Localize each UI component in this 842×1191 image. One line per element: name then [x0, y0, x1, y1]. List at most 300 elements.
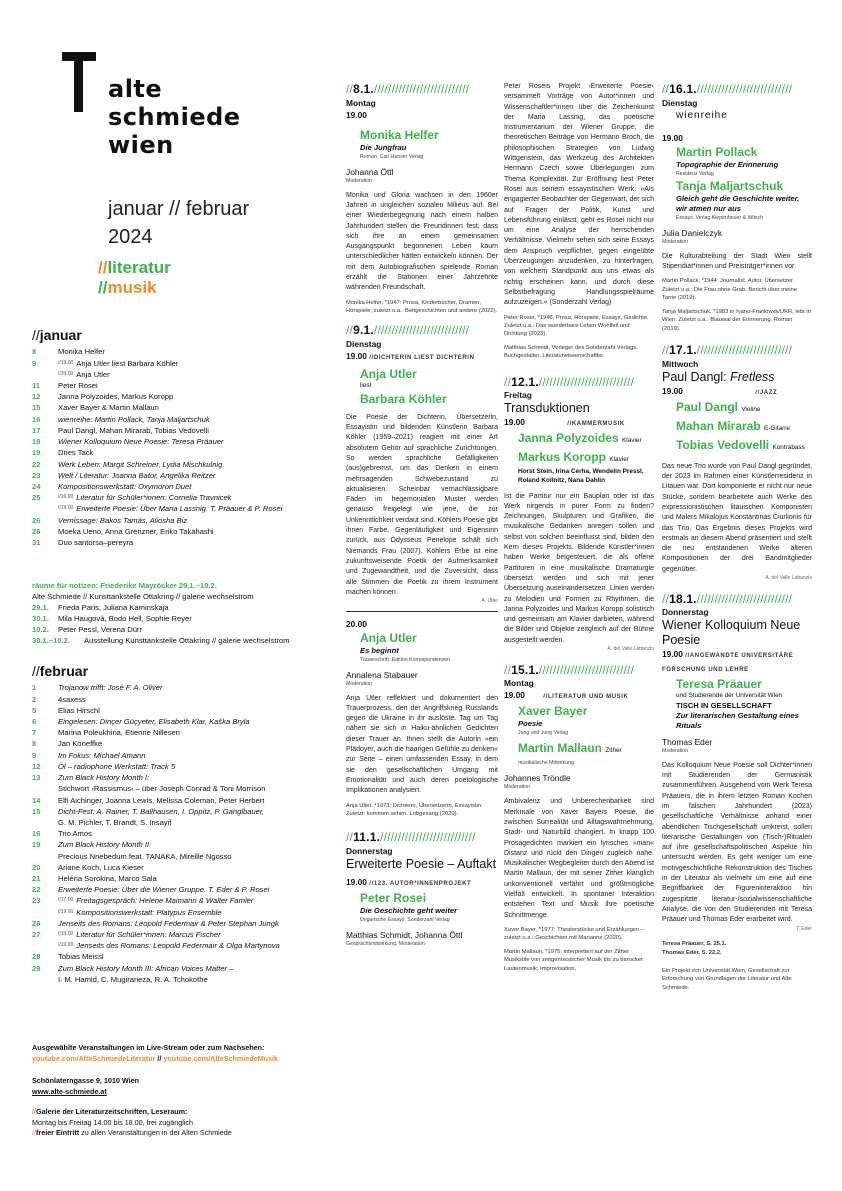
instrument: Violine [741, 405, 761, 413]
logo-line1: alte [108, 75, 163, 103]
bio: Martin Pollack, *1944: Journalist, Autor, Übersetzer. Zuletzt u.a.: Die Frau ohne Grab. Bericht über meine Tante (2019). [662, 278, 798, 302]
entry-text: Duo santorsa–pereyra [58, 537, 134, 547]
entry-time: //19.00 [58, 505, 74, 512]
galerie-hours: Montag bis Freitag 14.00 bis 18.00, frei zugänglich [32, 1117, 194, 1127]
entry-text: Heléna Sorokina, Marco Sala [58, 873, 157, 883]
weekday: Mittwoch [662, 358, 699, 369]
calendar-entry [32, 727, 332, 738]
moderator: Julia Danielczyk [662, 228, 723, 239]
calendar-entry [32, 414, 332, 425]
calendar-entry [32, 526, 332, 537]
calendar-entry [32, 470, 332, 481]
entry-time: //17.00 [58, 897, 74, 904]
calendar-entry [32, 481, 332, 492]
raum-entry [32, 624, 332, 635]
entry-text: Peter Rosei [58, 381, 98, 391]
work-title: Die Geschichte geht weiter [360, 906, 458, 916]
bio: Tanja Maljartschuk, *1983 in Ivano-Frankiwsk/UKR, lebt in Wien. Zuletzt u.a.: Blauwal der Erinnerung. Roman (2019). [662, 308, 811, 332]
calendar-entry [32, 817, 332, 828]
entry-text: Monika Helfer [58, 347, 105, 357]
calendar-entry [32, 750, 332, 761]
entry-day [32, 907, 58, 918]
logo-line2: schmiede [108, 103, 241, 131]
entry-text: Zum Black History Month II: [58, 840, 152, 850]
work-title: Gleich geht die Geschichte weiter, wir atmen nur aus [676, 194, 800, 214]
event-time: 19.00 [346, 877, 367, 888]
entry-day: 9 [32, 750, 37, 760]
entry-day: 26 [32, 515, 41, 525]
entry-day: 15 [32, 806, 41, 816]
calendar-entry [32, 515, 332, 526]
entry-text: Janna Polyzoides, Markus Koropp [58, 392, 174, 402]
participants: und Studierende der Universität Wien [676, 692, 783, 700]
entry-day: 9 [32, 358, 37, 368]
entry-day: 6 [32, 717, 37, 727]
entry-time: //20.00 [58, 370, 74, 377]
entry-day: 30.1. [32, 614, 49, 623]
work-title: Es beginnt [360, 645, 399, 655]
calendar-entry [32, 459, 332, 470]
credit: A. del Valle Lattanzio [607, 646, 654, 653]
entry-text: Kompositionswerkstatt: Platypus Ensemble [76, 907, 222, 917]
youtube-literatur-link[interactable]: youtube.com/AlteSchmiedeLiteratur [32, 1053, 156, 1063]
series-title: Wiener Kolloquium Neue Poesie [662, 618, 801, 648]
weekday: Montag [504, 678, 534, 689]
entry-text: Dries Tack [58, 448, 94, 458]
event-tag: //KAMMERMUSIK [567, 421, 625, 428]
address: Schönlaterngasse 9, 1010 Wien [32, 1076, 139, 1085]
calendar-entry [32, 738, 332, 749]
calendar-entry [32, 694, 332, 705]
calendar-entry [32, 783, 332, 794]
instrument: Kontrabass [772, 443, 805, 451]
calendar-entry [32, 682, 332, 693]
person-name: Tanja Maljartschuk [676, 179, 784, 194]
event-date: 8.1. [353, 82, 374, 96]
entry-day: 19 [32, 840, 41, 850]
logo-t-mark [62, 48, 104, 118]
entry-day: 23 [32, 896, 41, 906]
calendar-entry [32, 839, 332, 850]
calendar-entry [32, 884, 332, 895]
event-time: 20.00 [346, 618, 367, 629]
instrument: Klavier [609, 456, 629, 464]
entry-text: Trojanow trifft: José F. A. Oliver [58, 683, 163, 693]
event-11-1: //11.1./////////////////////////// Donnerstag Erweiterte Poesie – Auftakt 19.00 //123. AUTOR*INNENPROJEKT Peter Rosei Die Geschichte geht weiter Ungarische Essays. Sonderzahl Verlag Matthias Schmidt, Johanna Öttl Gesprächsmitwirkung, Moderation [346, 830, 497, 948]
entry-day: 29 [32, 963, 41, 973]
credit: A. Utler [481, 598, 498, 605]
bio: Anja Utler, *1973: Dichterin, Übersetzerin, Essayistin. Zuletzt: kommen sehen. Lobgesang (2020). [346, 802, 483, 817]
event-tag: //DICHTERIN LIEST DICHTERIN [369, 355, 475, 362]
entry-text: Zum Black History Month I: [58, 773, 150, 783]
liest-label: liest [360, 382, 372, 390]
person-name: Anja Utler [360, 630, 417, 645]
person-name: Monika Helfer [360, 127, 439, 142]
entry-text: Precious Nnebedum feat. TANAKA, Mireille Ngosso [58, 851, 232, 861]
genre-list [98, 258, 171, 299]
publisher: Ungarische Essays. Sonderzahl Verlag [360, 917, 450, 924]
entry-day: 12 [32, 392, 41, 402]
person-name: Martin Mallaun [518, 741, 603, 756]
event-tag: //LITERATUR UND MUSIK [543, 694, 629, 701]
genre-musik: //musik [98, 278, 157, 298]
entry-text: Jenseits des Romans: Leopold Federmair & Peter Stephan Jungk [58, 918, 279, 928]
entry-text: Freitagsgespräch: Helene Maimann & Walter Famler [76, 896, 254, 906]
column-3 [504, 82, 654, 973]
event-17-1: //17.1./////////////////////////// Mittwoch Paul Dangl: Fretless 19.00 //JAZZ Paul Dangl Violine Mahan Mirarab E-Gitarre Tobias Vedovelli Kontrabass Das neue Trio wurde von Paul Dangl gegründet, der 2023 im Rahmen einer Künstlerresidenz in Litauen war. Dort komponierte er nicht nur neue Stücke, sondern bearbeitete auch Werke des expressionistischen litauischen Komponisten und Malers Mikalojus Konstantinas Čiurlionis für das Trio. Das Ergebnis dieses Projekts wird erstmals an diesem Abend präsentiert und stellt die neu entstandenen Werke älteren Kompositionen der drei Bandmitglieder gegenüber. A. del Valle Lattanzio [662, 342, 812, 581]
publisher: Roman. Carl Hanser Verlag [360, 153, 424, 160]
publisher: Essays. Verlag Kiepenheuer & Witsch [676, 215, 764, 222]
entry-text: Eingelesen: Dinçer Güçyeter, Elisabeth Klar, Kaška Bryla [58, 717, 250, 727]
entry-day: 22 [32, 885, 41, 895]
raum-heading: räume für notizen: Friederike Mayröcker 29.1.–10.2. [32, 581, 217, 590]
event-15-1: //15.1./////////////////////////// Montag 19.00 //LITERATUR UND MUSIK Xaver Bayer Poesie Jung und Jung Verlag Martin Mallaun Zither musikalische Mitwirkung Johannes Tröndle Moderation Ambivalenz und Unberechenbarkeit sind Merkmale von Xaver Bayers Poesie, die zwischen Surrealität und Alltagswahrnehmung, Stadt- und Naturbild changiert. In knapp 100 Prosagedichten markiert ein lyrisches »man« Distanz und rückt den Dingen zugleich nahe. Musikalischer Wegbegleiter durch den Abend ist Martin Mallaun, der mit seiner Zither klanglich unkonventionell verfährt und größtmögliche Vielfalt entwickelt. In spontaner Interaktion entstehen Text und Musik ihre poetische Schnittmenge. Xaver Bayer, *1977: Theaterstücke und Erzählungen – zuletzt u.a.: Geschichten mit Marianne (2020). Martin Mallaun, *1975: interpretiert auf der Zither Musikstile von zeitgenössischer Musik bis zu barocker Lautenmusik; Improvisation. [504, 662, 654, 972]
entry-day: 13 [32, 773, 41, 783]
entry-text: Ausstellung Kunsttankstelle Ottakring // galerie wechselstrom [84, 636, 290, 645]
moderator: Matthias Schmidt, Johanna Öttl [346, 930, 463, 941]
entry-day: 8 [32, 739, 37, 749]
entry-text: Paul Dangl, Mahan Mirarab, Tobias Vedovelli [58, 425, 209, 435]
bio: Thomas Eder, S. 22.2. [662, 949, 722, 956]
footer: Ausgewählte Veranstaltungen im Live-Stream oder zum Nachsehen: youtube.com/AlteSchmiedeLiteratur // youtube.com/AlteSchmiedeMusik Schönlaterngasse 9, 1010 Wien www.alte-schmiede.at //Galerie der Literaturzeitschriften, Leseraum: Montag bis Freitag 14.00 bis 18.00, frei zugänglich //freier Eintritt zu allen Veranstaltungen in der Alten Schmiede [32, 1043, 342, 1139]
entry-day: 20 [32, 862, 41, 872]
credit: T. Eder [796, 925, 812, 932]
event-date: 12.1. [511, 374, 539, 389]
entry-text: Literatur für Schüler*innen: Marcus Fischer [76, 929, 221, 939]
project-title: TISCH IN GESELLSCHAFT [676, 700, 772, 710]
calendar-entry [32, 369, 332, 380]
event-time: 19.00 [346, 351, 367, 362]
entry-text: G. M. Pichler, T. Brandt, S. Insayif [58, 817, 172, 827]
entry-text: Tobias Meissl [58, 952, 104, 962]
person-name: Barbara Köhler [360, 391, 447, 406]
moderator-label: Moderation [662, 747, 688, 754]
event-text: Die Kulturabteilung der Stadt Wien stellt Stipendiat*innen und Preisträger*innen vor. [662, 252, 812, 271]
instrument: E-Gitarre [764, 424, 790, 432]
entry-text: Anja Utler liest Barbara Köhler [76, 358, 179, 368]
entry-day: 11 [32, 381, 41, 391]
weekday: Dienstag [662, 97, 698, 108]
event-text: Ist die Partitur nur ein Bauplan oder ist das Werk nirgends in purer Form zu finden? Zeichnungen, Skulpturen und Grafiken, die musikalische Gedanken anregen sollen und selbst von solchen beeinflusst sind, bilden den Kern dieses Projekts. Bildende Künstler*innen haben Werke beigesteuert, die als offene Partituren in eine musikalische Dramaturgie übersetzt werden und sich mit jener Übersetzung auseinandersetzen. Linien werden zu Melodien und Formen zu Rhythmen, die Janna Polyzoides und Markus Koropp solistisch und gemeinsam am Klavier darbieten, während die Bilder und Objekte zeitgleich auf der Bühne ausgestellt werden. [504, 492, 654, 644]
entry-text: Öl – radiophone Werkstatt: Track 5 [58, 761, 176, 771]
calendar-entry [32, 795, 332, 806]
entry-text: Anja Utler [76, 369, 110, 379]
logo-line3: wien [108, 131, 174, 159]
entry-text: Zum Black History Month III: African Voices Matter – [58, 963, 234, 973]
entry-text: Ariane Koch, Luca Kieser [58, 862, 144, 872]
event-12-1: //12.1./////////////////////////// Freitag Transduktionen 19.00 //KAMMERMUSIK Janna Polyzoides Klavier Markus Koropp Klavier Horst Stein, Irina Cerha, Wendelin Pressl, Roland Kollnitz, Nana Dahlin Ist die Partitur nur ein Bauplan oder ist das Werk nirgends in purer Form zu finden? Zeichnungen, Skulpturen und Grafiken, die musikalische Gedanken anregen sollen und selbst von solchen beeinflusst sind, bilden den Kern dieses Projekts. Bildende Künstler*innen haben Werke beigesteuert, die als offene Partituren in eine musikalische Dramaturgie übersetzt werden und sich mit jener Übersetzung auseinandersetzen. Linien werden zu Melodien und Formen zu Rhythmen, die Janna Polyzoides und Markus Koropp solistisch und gemeinsam am Klavier darbieten, während die Bilder und Objekte zeitgleich auf der Bühne ausgestellt werden. A. del Valle Lattanzio [504, 374, 654, 653]
entry-text: Stichwort ›Rassismus‹ – über Joseph Conrad & Toni Morrison [58, 784, 266, 794]
raum-entry [32, 602, 332, 613]
calendar-entry [32, 402, 332, 413]
raum-entry [32, 635, 332, 646]
entry-day: 15 [32, 403, 41, 413]
entry-text: Werk Leben: Margit Schreiner, Lydia Mischkulnig [58, 459, 223, 469]
raeume-fuer-notizen [32, 580, 332, 646]
event-tag: //ANGEWANDTE UNIVERSITÄRE FORSCHUNG UND LEHRE [662, 653, 794, 674]
entry-day: 27 [32, 929, 41, 939]
event-text: Ambivalenz und Unberechenbarkeit sind Merkmale von Xaver Bayers Poesie, die zwischen Surrealität und Alltagswahrnehmung, Stadt- und Naturbild changiert. In knapp 100 Prosagedichten markiert ein lyrisches »man« Distanz und rückt den Dingen zugleich nahe. Musikalischer Wegbegleiter durch den Abend ist Martin Mallaun, der mit seiner Zither klanglich unkonventionell verfährt und größtmögliche Vielfalt entwickelt. In spontaner Interaktion entstehen Text und Musik ihre poetische Schnittmenge. [504, 798, 654, 919]
calendar-entry [32, 716, 332, 727]
series-label: wienreihe [676, 109, 728, 121]
column-4 [662, 82, 812, 992]
person-name: Tobias Vedovelli [676, 437, 770, 452]
calendar-entry [32, 873, 332, 884]
calendar-entry [32, 895, 332, 906]
calendar-entry [32, 761, 332, 772]
moderator-label: Moderation [662, 239, 688, 246]
moderator: Johanna Öttl [346, 166, 394, 177]
calendar-entry [32, 862, 332, 873]
publisher: Trauerschrift. Edition Korrespondenzen [360, 656, 451, 663]
event-date: 18.1. [669, 591, 697, 606]
event-tag: //123. AUTOR*INNENPROJEKT [369, 881, 472, 888]
entry-text: Mila Haugová, Bodo Hell, Sophie Reyer [58, 614, 192, 623]
entry-day: 19 [32, 448, 41, 458]
entry-text: Wiener Kolloquium Neue Poesie: Teresa Präauer [58, 437, 224, 447]
event-date: 11.1. [353, 830, 381, 845]
weekday: Dienstag [346, 339, 382, 350]
event-time: 19.00 [662, 385, 683, 396]
entry-time: //19.00 [58, 908, 74, 915]
event-18-1: //18.1./////////////////////////// Donnerstag Wiener Kolloquium Neue Poesie 19.00 //ANGEWANDTE UNIVERSITÄRE FORSCHUNG UND LEHRE Teresa Präauer und Studierende der Universität Wien TISCH IN GESELLSCHAFT Zur literarischen Gestaltung eines Rituals Thomas Eder Moderation Das Kolloquium Neue Poesie soll Dichter*innen mit Studierenden der Germanistik zusammenführen. Ausgehend vom Werk Teresa Präauers, die in ihrem letzten Roman Kochen im falschen Jahrhundert (2023) gesellschaftliche Verhältnisse anhand einer abendlichen Tischgesellschaft umkreist, sollen literarische Gestaltungen von (Tisch-)Ritualen auf ihre gesellschaftspolitischen Aspekte hin untersucht werden. Es geht weniger um eine motivgeschichtliche Rekonstruktion des Tisches in der Literatur als vielmehr um eine auf eine Begriffbarkeit der Figureninteraktion hin zugespitzte literatur-/sozialwissenschaftliche Analyse, die von den Studierenden mit Teresa Präauer und Thomas Eder erarbeitet wird. T. Eder Teresa Präauer, S. 25.1. Thomas Eder, S. 22.2. Ein Projekt von Universität Wien, Gesellschaft zur Erforschung von Grundlagen der Literatur und Alte Schmiede. [662, 591, 812, 991]
months-label: januar // februar [108, 198, 250, 220]
entry-text: 4saxess [58, 694, 86, 704]
entry-day [32, 974, 58, 985]
calendar-entry [32, 447, 332, 458]
work-title: Topographie der Erinnerung [676, 160, 779, 170]
moderator-label: Moderation [346, 680, 372, 687]
entry-text: Jan Koneffke [58, 739, 103, 749]
entry-day: 8 [32, 347, 37, 357]
entry-text: Dicht-Fest: A. Rainer, T. Ballhausen, I. Oppitz, P. Ganglbauer, [58, 806, 265, 816]
calendar-entry [32, 772, 332, 783]
calendar-entry [32, 358, 332, 369]
entry-day: 25 [32, 493, 41, 503]
moderator: Thomas Eder [662, 736, 713, 747]
raum-entry [32, 613, 332, 624]
januar-heading: //januar [32, 327, 82, 343]
event-8-1: //8.1./////////////////////////// Montag 19.00 Monika Helfer Die Jungfrau Roman. Carl Hanser Verlag Johanna Öttl Moderation Monika und Gloria wachsen in den 1960er Jahren in ungleichen sozialen Milieus auf. Bei einer Wiederbegegnung nach einem halben Jahrhundert stellen die Freundinnen fest, dass sich ihre an einem gemeinsamen Ausgangspunkt begonnenen Leben kaum unterschiedlicher hätten entwickeln können. Der mit dem Autobiografischen spielende Roman erzählt die Stationen einer Jahrzehnte währenden Freundschaft. Monika Helfer, *1947: Prosa, Kinderbücher, Dramen, Hörspiele; zuletzt u.a.: Bettgeschichten und andere (2022). [346, 82, 498, 315]
work-title: Die Jungfrau [360, 142, 407, 152]
person-name: Mahan Mirarab [676, 418, 761, 433]
entry-day: 24 [32, 481, 41, 491]
entry-text: Im Fokus: Michael Amann [58, 750, 146, 760]
entry-day: 26 [32, 526, 41, 536]
entry-day [32, 503, 58, 514]
calendar-entry [32, 436, 332, 447]
calendar-entry [32, 537, 332, 548]
moderator: Johannes Tröndle [504, 773, 571, 784]
event-time: 19.00 [504, 417, 525, 428]
entry-text: Kompositionswerkstatt: Oxymoron Duet [58, 481, 192, 491]
galerie-line: //Galerie der Literaturzeitschriften, Leseraum: [32, 1107, 188, 1116]
entry-time: //19.00 [58, 359, 74, 366]
person-name: Martin Pollack [676, 145, 758, 160]
person-name: Anja Utler [360, 367, 417, 382]
series-title: Transduktionen [504, 401, 590, 416]
entry-day: 5 [32, 705, 37, 715]
entry-day [32, 817, 58, 828]
entry-text: Erweiterte Poesie: Über die Wiener Gruppe. T. Eder & P. Rosei [58, 885, 270, 895]
person-name: Paul Dangl [676, 399, 739, 414]
role-label: musikalische Mitwirkung [518, 760, 574, 767]
person-name: Xaver Bayer [518, 704, 588, 719]
entry-day: 30.1.–10.2. [32, 636, 71, 645]
entry-day [32, 940, 58, 951]
entry-day [32, 783, 58, 794]
event-text: Das neue Trio wurde von Paul Dangl gegründet, der 2023 im Rahmen einer Künstlerresidenz in Litauen war. Dort komponierte er nicht nur neue Stücke, sondern bearbeitete auch Werke des expressionistischen litauischen Komponisten und Malers Mikalojus Konstantinas Čiurlionis für das Trio. Das Ergebnis dieses Projekts wird erstmals an diesem Abend präsentiert und stellt die neu entstandenen Werke älteren Kompositionen der drei Bandmitglieder gegenüber. [662, 462, 812, 573]
year-label: 2024 [108, 226, 153, 248]
entry-day [32, 851, 58, 862]
calendar-entry [32, 425, 332, 436]
entry-text: Jenseits des Romans: Leopold Federmair & Olga Martynova [76, 941, 280, 951]
event-text: Das Kolloquium Neue Poesie soll Dichter*innen mit Studierenden der Germanistik zusammenführen. Ausgehend vom Werk Teresa Präauers, die in ihrem letzten Roman Kochen im falschen Jahrhundert (2023) gesellschaftliche Verhältnisse anhand einer abendlichen Tischgesellschaft umkreist, sollen literarische Gestaltungen von (Tisch-)Ritualen auf ihre gesellschaftspolitischen Aspekte hin untersucht werden. Es geht weniger um eine motivgeschichtliche Rekonstruktion des Tisches in der Literatur als vielmehr um eine auf eine Begriffbarkeit der Figureninteraktion hin zugespitzte literatur-/sozialwissenschaftliche Analyse, die von den Studierenden mit Teresa Präauer und Thomas Eder erarbeitet wird. [662, 761, 812, 924]
credit: A. del Valle Lattanzio [765, 575, 812, 581]
person-name: Peter Rosei [360, 891, 427, 906]
entry-day: 26 [32, 918, 41, 928]
moderator-label: Moderation [346, 177, 372, 184]
header-dates [108, 195, 249, 251]
calendar-entry [32, 346, 332, 357]
entry-text: Erweiterte Poesie: Über Maria Lassnig. T. Präauer & P. Rosei [76, 504, 283, 514]
publisher: Residenz Verlag [676, 171, 714, 178]
entry-day: 14 [32, 795, 41, 805]
person-name: Janna Polyzoides [518, 431, 619, 446]
event-date: 15.1. [511, 662, 539, 677]
entry-text: Frieda Paris, Juliana Kaminskaja [58, 603, 169, 612]
calendar-entry [32, 380, 332, 391]
instrument: Zither [605, 747, 622, 755]
event-time: 19.00 [662, 649, 683, 660]
entry-text: wienreihe: Martin Pollack, Tanja Maljartschuk [58, 414, 210, 424]
logo [62, 48, 262, 178]
free-entry: //freier Eintritt zu allen Veranstaltungen in der Alten Schmiede [32, 1128, 232, 1137]
entry-day: 31 [32, 537, 41, 547]
person-name: Teresa Präauer [676, 677, 762, 692]
entry-day: 16 [32, 414, 41, 424]
artist-names: Horst Stein, Irina Cerha, Wendelin Pressl, Roland Kollnitz, Nana Dahlin [518, 468, 644, 484]
entry-text: Literatur für Schüler*innen: Cornelia Travnicek [76, 493, 232, 503]
bio: Teresa Präauer, S. 25.1. [662, 941, 727, 948]
weekday: Freitag [504, 390, 532, 401]
bio: Peter Rosei, *1946, Prosa, Hörspiele, Essays, Gedichte. Zuletzt u.a.: Das wunderbare Leben Wohlfeil und Dichtung (2023). [504, 314, 649, 338]
entry-time: //16.00 [58, 494, 74, 501]
entry-text: Trio Amos [58, 829, 92, 839]
calendar-entry [32, 851, 332, 862]
calendar-entry [32, 806, 332, 817]
entry-day: 12 [32, 761, 41, 771]
moderator-label: Moderation [504, 784, 530, 791]
entry-day: 10.2. [32, 625, 49, 634]
weekday: Montag [346, 97, 376, 108]
entry-day: 17 [32, 425, 41, 435]
event-text: Peter Roseis Projekt ›Erweiterte Poesie‹ versammelt Vorträge von Autor*innen und Wissenschaftler*innen über die Zeichenkunst der Maria Lassnig, das poetische Instrumentarium der Wiener Gruppe, die theoretischen Beiträge von Hermann Broch, die philosophischen Strategien von Ludwig Wittgenstein, das Werkzeug des Architekten Hermann Czech sowie Überlegungen zum Thema Komplexität. Zur Eröffnung liest Peter Rosei aus seinem essayistischen Werk. »Als engagierter Beobachter der Gegenwart, der sich auf Fragen der Politik, Kunst und Lebensführung einlässt, geht es Rosei nicht nur um eine Analyse der herrschenden Verhältnisse. Vielmehr sehen sich seine Essays dem Anspruch verpflichtet, gegen eingeübte Überzeugungen anzudenken, zu hinterfragen, von welchem Standpunkt aus uns etwas als richtig erscheinen kann, und durch diese Selbstbefragung Handlungsspielräume aufzuzeigen.« (Sonderzahl Verlag) [504, 83, 654, 307]
series-title: Erweiterte Poesie – Auftakt [346, 857, 497, 872]
instrument: Klavier [622, 437, 642, 445]
februar-heading: //februar [32, 663, 89, 679]
entry-time: //10.00 [58, 930, 74, 937]
weekday: Donnerstag [662, 607, 709, 618]
work-title: Zur literarischen Gestaltung eines Rituals [676, 710, 799, 730]
event-text: Monika und Gloria wachsen in den 1960er Jahren in ungleichen sozialen Milieus auf. Bei einer Wiederbegegnung nach einem halben Jahrhundert stellen die Freundinnen fest, dass sich ihre an einem gemeinsamen Ausgangspunkt begonnenen Leben kaum unterschiedlicher hätten entwickeln können. Der mit dem Autobiografischen spielende Roman erzählt die Stationen einer Jahrzehnte währenden Freundschaft. [346, 191, 498, 292]
entry-text: Vernissage: Bakos Tamás, Aliosha Biz [58, 515, 188, 525]
januar-calendar [32, 326, 332, 548]
entry-day: 7 [32, 728, 37, 738]
event-date: 16.1. [669, 82, 697, 96]
event-time: 19.00 [504, 690, 525, 701]
publisher: Jung und Jung Verlag [518, 730, 569, 737]
moderator: Annalena Stabauer [346, 669, 418, 680]
work-title: Poesie [518, 719, 543, 729]
calendar-entry [32, 391, 332, 402]
genre-literatur: //literatur [98, 258, 171, 277]
bio: Martin Mallaun, *1975: interpretiert auf der Zither Musikstile von zeitgenössischer Musik bis zu barocker Lautenmusik; Improvisation. [504, 948, 643, 972]
entry-text: Moeka Ueno, Anna Grenzner, Eriko Takahashi [58, 526, 214, 536]
moderator-label: Gesprächsmitwirkung, Moderation [346, 941, 425, 948]
website-link[interactable]: www.alte-schmiede.at [32, 1086, 107, 1096]
column-2 [346, 82, 498, 948]
event-date: 9.1. [353, 323, 374, 338]
entry-time: //19.00 [58, 942, 74, 949]
event-16-1: //16.1./////////////////////////// Dienstag wienreihe 19.00 Martin Pollack Topographie der Erinnerung Residenz Verlag Tanja Maljartschuk Gleich geht die Geschichte weiter, wir atmen nur aus Essays. Verlag Kiepenheuer & Witsch Julia Danielczyk Moderation Die Kulturabteilung der Stadt Wien stellt Stipendiat*innen und Preisträger*innen vor. Martin Pollack, *1944: Journalist, Autor, Übersetzer. Zuletzt u.a.: Die Frau ohne Grab. Bericht über meine Tante (2019). Tanja Maljartschuk, *1983 in Ivano-Frankiwsk/UKR, lebt in Wien. Zuletzt u.a.: Blauwal der Erinnerung. Roman (2019). [662, 82, 812, 332]
entry-text: Welt / Literatur: Joanna Bator, Angelika Reitzer [58, 470, 216, 480]
raum-venues: Alte Schmiede // Kunsttankstelle Ottakring // galerie wechselstrom [32, 592, 254, 601]
event-text: Die Poesie der Dichterin, Übersetzerin, Essayistin und bildenden Künstlerin Barbara Köhler (1959–2021) reagiert mit einer Art absolutem Gehör auf sprachliche Zurichtungen. So werden sprachliche Gefälligkeiten (aus)gebremst, um das Denken in einem mehrsagenden Schwebezustand zu aktualisieren. Scheinbar vernachlässigbare Fäden im hegemonialen Muster werden genauso freigelegt wie jene, die zur Unkenntlichkeit verdaut sind. Köhlers Poesie gibt ihnen Farbe, Gegenläufigkeit und Eigensinn zurück, aus Odysseus Penelope schält sich Niemands Frau (2007). Köhlers Erbe ist eine zukunftsweisende Poetik der Aufmerksamkeit und Zugewandtheit, und die Zuversicht, dass alle Stimmen die Poetik zu ihrem Instrument machen können. [346, 413, 498, 596]
entry-day: 2 [32, 694, 37, 704]
project-note: Ein Projekt von Universität Wien, Gesellschaft zur Erforschung von Grundlagen der Literatur und Alte Schmiede. [662, 967, 792, 991]
weekday: Donnerstag [346, 846, 393, 857]
entry-day: 1 [32, 683, 37, 693]
person-name: Markus Koropp [518, 450, 607, 465]
entry-text: Elias Hirschl [58, 705, 100, 715]
event-time: 19.00 [346, 109, 367, 120]
calendar-entry [32, 940, 332, 951]
event-date: 17.1. [669, 342, 697, 357]
entry-day: 28 [32, 952, 41, 962]
calendar-entry [32, 974, 332, 985]
stream-line: Ausgewählte Veranstaltungen im Live-Stream oder zum Nachsehen: [32, 1043, 265, 1052]
event-9-1: //9.1./////////////////////////// Dienstag 19.00 //DICHTERIN LIEST DICHTERIN Anja Utler liest Barbara Köhler Die Poesie der Dichterin, Übersetzerin, Essayistin und bildenden Künstlerin Barbara Köhler (1959–2021) reagiert mit einer Art absolutem Gehör auf sprachliche Zurichtungen. So werden sprachliche Gefälligkeiten (aus)gebremst, um das Denken in einem mehrsagenden Schwebezustand zu aktualisieren. Scheinbar vernachlässigbare Fäden im hegemonialen Muster werden genauso freigelegt wie jene, die zur Unkenntlichkeit verdaut sind. Köhlers Poesie gibt ihnen Farbe, Gegenläufigkeit und Eigensinn zurück, aus Odysseus Penelope schält sich Niemands Frau (2007). Köhlers Erbe ist eine zukunftsweisende Poetik der Aufmerksamkeit und Zugewandtheit, und die Zuversicht, dass alle Stimmen die Poetik zu ihrem Instrument machen können. A. Utler 20.00 Anja Utler Es beginnt Trauerschrift. Edition Korrespondenzen Annalena Stabauer Moderation Anja Utler reflektiert und dokumentiert den Trauerprozess, den der Angriffskrieg Russlands gegen die Ukraine in ihr auslöste. Tag um Tag nähert sie sich in Haiku-ähnlichen Gedichten dieser Trauer an. Ihnen stellt die Autorin »ein Plädoyer, auch die haarigen Gefühle zu denken« zur Seite – einen umfassenden Essay, in dem sie den gesellschaftlichen Umgang mit Emotionalität und auch deren poetologische Implikationen analysiert. Anja Utler, *1973: Dichterin, Übersetzerin, Essayistin. Zuletzt: kommen sehen. Lobgesang (2020). [346, 323, 498, 817]
entry-text: Marina Poleukhina, Etienne Nillesen [58, 728, 180, 738]
entry-day [32, 369, 58, 380]
bio: Matthias Schmidt, Verleger des Sonderzahl Verlags, Buchgestalter, Literaturwissenschaftler. [504, 344, 638, 360]
youtube-musik-link[interactable]: youtube.com/AlteSchmiedeMusik [163, 1053, 279, 1063]
calendar-entry [32, 503, 332, 514]
entry-day: 21 [32, 873, 41, 883]
entry-text: Peter Pessl, Verena Dürr [58, 625, 142, 634]
entry-day: 29.1. [32, 603, 49, 612]
series-title: Paul Dangl: [662, 369, 731, 384]
entry-text: Xaver Bayer & Martin Mallaun [58, 403, 159, 413]
entry-day: 22 [32, 459, 41, 469]
calendar-entry [32, 929, 332, 940]
februar-calendar [32, 662, 332, 985]
calendar-entry [32, 918, 332, 929]
calendar-entry [32, 951, 332, 962]
bio: Monika Helfer, *1947: Prosa, Kinderbücher, Dramen, Hörspiele; zuletzt u.a.: Bettgeschichten und andere (2022). [346, 299, 498, 315]
entry-text: Elfi Aichinger, Joanna Lewis, Melissa Coleman, Peter Herbert [58, 795, 265, 805]
calendar-entry [32, 963, 332, 974]
entry-text: I. M. Hamid, C. Mugiraneza, R. A. Tchokothe [58, 974, 208, 984]
bio: Xaver Bayer, *1977: Theaterstücke und Erzählungen – zuletzt u.a.: Geschichten mit Marianne (2020). [504, 926, 645, 942]
calendar-entry [32, 828, 332, 839]
calendar-entry [32, 492, 332, 503]
entry-day: 18 [32, 437, 41, 447]
event-text: Anja Utler reflektiert und dokumentiert den Trauerprozess, den der Angriffskrieg Russlands gegen die Ukraine in ihr auslöste. Tag um Tag nähert sie sich in Haiku-ähnlichen Gedichten dieser Trauer an. Ihnen stellt die Autorin »ein Plädoyer, auch die haarigen Gefühle zu denken« zur Seite – einen umfassenden Essay, in dem sie den gesellschaftlichen Umgang mit Emotionalität und auch deren poetologische Implikationen analysiert. [346, 694, 498, 795]
calendar-entry [32, 907, 332, 918]
event-tag: //JAZZ [755, 389, 778, 396]
